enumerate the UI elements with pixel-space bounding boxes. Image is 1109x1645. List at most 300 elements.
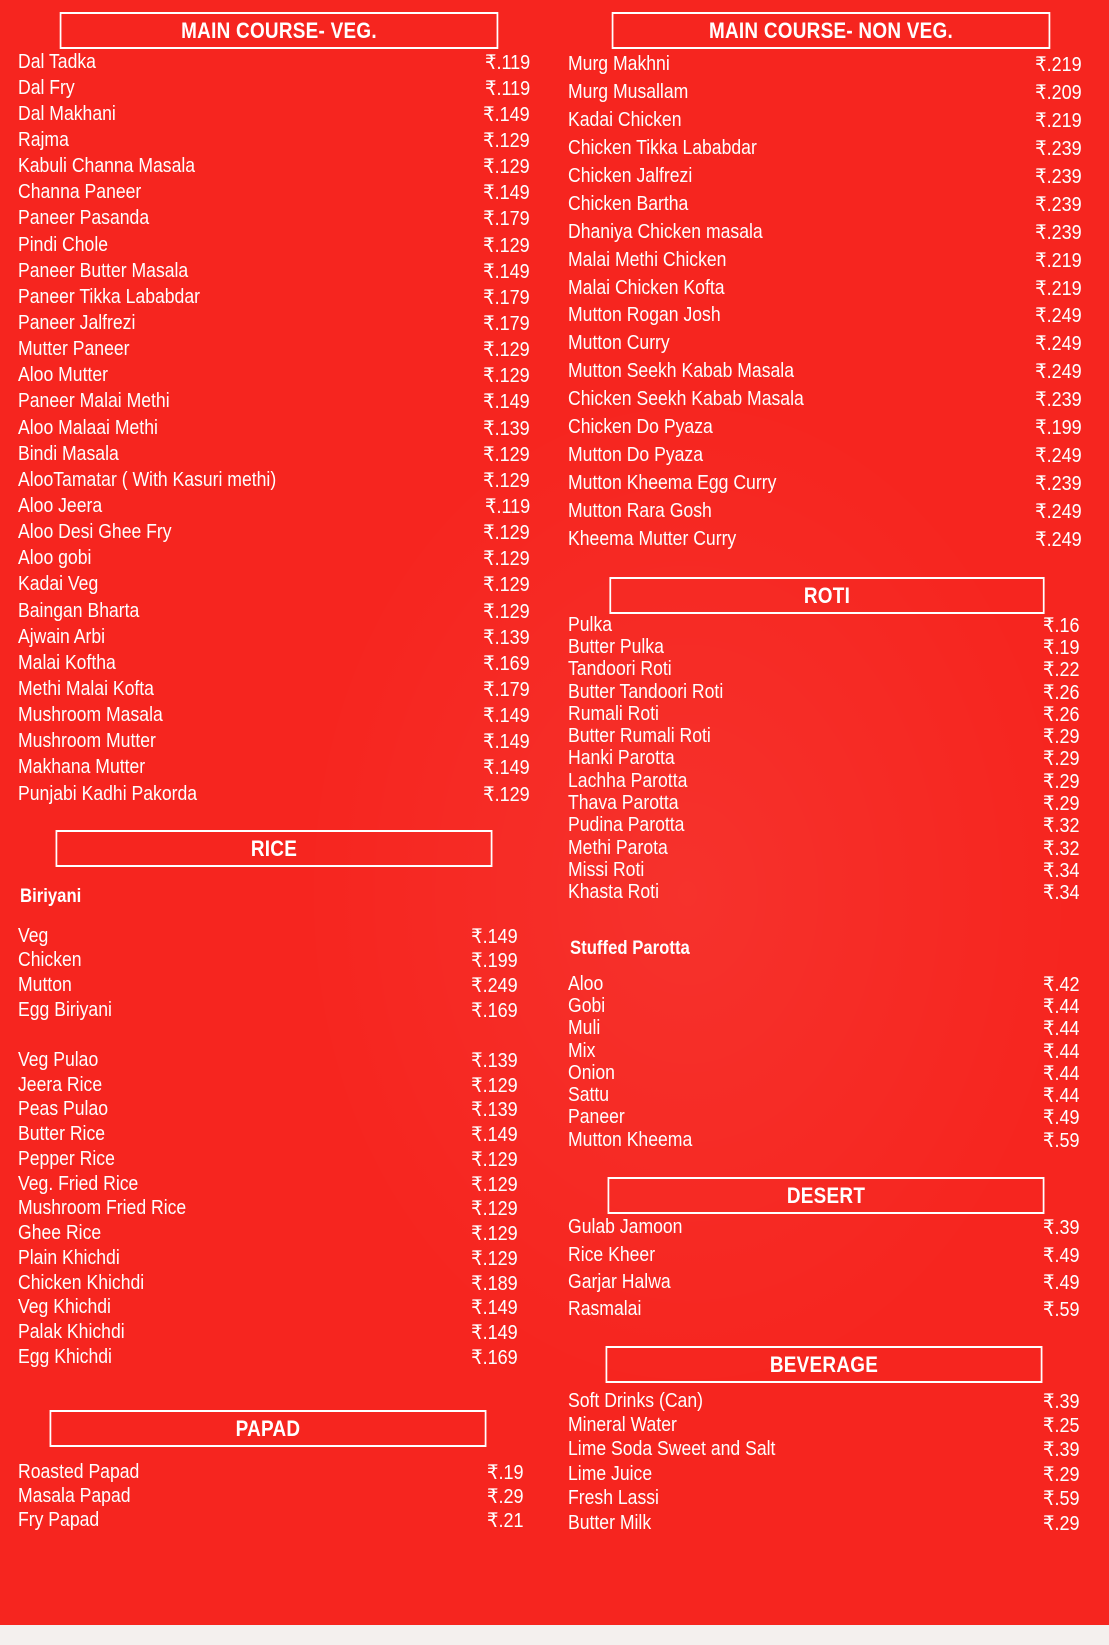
menu-item-name: Dal Makhani [18,102,116,125]
menu-item [568,1107,1080,1129]
papad-header: PAPAD [50,1410,487,1447]
menu-item [18,1147,518,1172]
menu-item [568,859,1080,881]
stuffed-parotta-list [568,973,1080,1151]
menu-item [18,127,530,153]
menu-item-price: ₹.179 [483,286,530,309]
menu-item-price: ₹.32 [1043,815,1080,838]
menu-item-name: Aloo gobi [18,547,92,570]
menu-item-name: Rasmalai [568,1298,642,1321]
menu-item-name: Veg. Fried Rice [18,1172,139,1195]
menu-item [18,703,530,729]
menu-item-price: ₹.139 [471,1049,518,1072]
menu-item-name: Mushroom Masala [18,704,163,727]
menu-item-name: Dal Tadka [18,50,96,73]
menu-item [18,1172,518,1197]
rice-header: RICE [56,830,493,867]
menu-item-price: ₹.129 [483,156,530,179]
menu-item [18,467,530,493]
main-course-veg-header: MAIN COURSE- VEG. [60,12,499,49]
menu-item-price: ₹.129 [483,234,530,257]
beverage-list [568,1389,1080,1535]
menu-item-name: Hanki Parotta [568,747,675,770]
menu-item [18,572,530,598]
menu-item-price: ₹.129 [483,443,530,466]
desert-list [568,1214,1080,1324]
menu-item-price: ₹.169 [471,1346,518,1369]
menu-item-price: ₹.16 [1043,614,1080,637]
menu-item-name: Jeera Rice [18,1073,103,1096]
menu-item-price: ₹.129 [471,1198,518,1221]
menu-item-name: Butter Milk [568,1511,652,1534]
menu-item [18,180,530,206]
menu-item-name: Veg Pulao [18,1048,99,1071]
menu-item-name: Chicken Bartha [568,192,689,215]
menu-item-name: Murg Musallam [568,81,689,104]
menu-item-name: Sattu [568,1084,610,1107]
menu-item-price: ₹.129 [483,469,530,492]
menu-item-name: Palak Khichdi [18,1321,125,1344]
papad-list [18,1460,524,1533]
menu-item-price: ₹.44 [1043,1040,1080,1063]
menu-item-name: Chicken Tikka Lababdar [568,137,757,160]
rice-list [18,1048,518,1370]
menu-item-price: ₹.149 [471,1124,518,1147]
menu-item-price: ₹.49 [1043,1107,1080,1130]
menu-item [18,493,530,519]
menu-item [18,154,530,180]
menu-item [568,107,1082,135]
menu-item-price: ₹.199 [471,950,518,973]
menu-item-name: Mutton Do Pyaza [568,443,704,466]
menu-item [568,1040,1080,1062]
menu-item-name: Chicken Jalfrezi [568,165,693,187]
menu-item-name: Mutton [18,973,72,996]
menu-item [568,163,1082,191]
menu-item-name: Roasted Papad [18,1460,140,1483]
menu-item-name: Pudina Parotta [568,814,685,837]
menu-item [18,1320,518,1345]
menu-item-price: ₹.239 [1035,193,1082,216]
menu-item [18,1271,518,1296]
menu-item-price: ₹.129 [483,339,530,362]
menu-item-price: ₹.209 [1035,82,1082,105]
menu-item-price: ₹.129 [471,1074,518,1097]
menu-item-name: Methi Parota [568,836,668,859]
menu-item-price: ₹.129 [483,783,530,806]
menu-item [18,1296,518,1321]
menu-item-price: ₹.129 [471,1223,518,1246]
menu-item-price: ₹.39 [1043,1439,1080,1462]
menu-item-name: Paneer Malai Methi [18,390,170,413]
menu-item-name: Khasta Roti [568,881,659,904]
menu-item [18,676,530,702]
menu-item [18,650,530,676]
menu-item [18,258,530,284]
menu-item [18,1221,518,1246]
menu-item [568,1389,1080,1413]
menu-item [568,330,1082,358]
menu-item-name: Mutton Rara Gosh [568,499,712,522]
menu-item-price: ₹.44 [1043,995,1080,1018]
menu-item-name: Mushroom Fried Rice [18,1197,187,1220]
menu-item-price: ₹.149 [483,260,530,283]
menu-item [18,520,530,546]
menu-item-name: Pulka [568,613,613,636]
menu-item [568,218,1082,246]
menu-item-price: ₹.26 [1043,681,1080,704]
menu-item [18,284,530,310]
menu-item-price: ₹.249 [1035,444,1082,467]
menu-item [18,1484,524,1508]
menu-item-price: ₹.129 [483,522,530,545]
menu-item-name: Butter Pulka [568,635,664,658]
menu-item [18,1246,518,1271]
menu-item [568,770,1080,792]
menu-item-price: ₹.129 [471,1247,518,1270]
menu-item-name: Paneer Butter Masala [18,259,189,282]
menu-item [18,598,530,624]
menu-item [568,1413,1080,1437]
menu-item-name: Fry Papad [18,1509,100,1532]
menu-item-price: ₹.44 [1043,1085,1080,1108]
menu-item [18,998,518,1023]
menu-item-name: Kadai Chicken [568,109,682,132]
menu-item [18,389,530,415]
menu-item-price: ₹.39 [1043,1390,1080,1413]
menu-item-name: Channa Paneer [18,181,142,204]
menu-item [568,135,1082,163]
menu-item-name: Pindi Chole [18,233,109,256]
menu-item-name: Rumali Roti [568,702,659,725]
menu-item-price: ₹.139 [483,417,530,440]
menu-item [568,973,1080,995]
menu-item-price: ₹.249 [1035,333,1082,356]
menu-item [568,659,1080,681]
menu-item-name: Mineral Water [568,1414,677,1437]
menu-item-name: Mutter Paneer [18,338,130,361]
menu-item-price: ₹.44 [1043,1062,1080,1085]
menu-item-price: ₹.59 [1043,1488,1080,1511]
menu-item-name: Baingan Bharta [18,599,140,622]
menu-item [568,1511,1080,1535]
menu-item-name: Kabuli Channa Masala [18,155,196,178]
menu-item-name: Paneer Jalfrezi [18,311,136,334]
menu-item-name: Pepper Rice [18,1147,115,1170]
menu-item-price: ₹.219 [1035,54,1082,77]
menu-item-name: Aloo Mutter [18,364,108,387]
menu-item [18,101,530,127]
menu-item-name: Chicken Khichdi [18,1271,145,1294]
beverage-header: BEVERAGE [606,1346,1043,1383]
menu-item [568,792,1080,814]
menu-item [568,1462,1080,1486]
menu-item [568,837,1080,859]
menu-item-name: Veg Khichdi [18,1296,111,1319]
menu-item [18,49,530,75]
menu-item-price: ₹.149 [483,757,530,780]
menu-item-name: Malai Koftha [18,651,116,674]
menu-item [568,995,1080,1017]
menu-item-price: ₹.29 [1043,726,1080,749]
menu-item-price: ₹.219 [1035,110,1082,133]
menu-item-name: Mutton Kheema Egg Curry [568,471,777,494]
menu-item [18,781,530,807]
menu-item-name: Mushroom Mutter [18,730,156,753]
menu-item [18,1048,518,1073]
menu-item [18,310,530,336]
menu-item-price: ₹.44 [1043,1018,1080,1041]
menu-item [18,441,530,467]
menu-item [568,1062,1080,1084]
stuffed-parotta-subhead: Stuffed Parotta [570,938,690,959]
menu-item-name: Malai Methi Chicken [568,248,727,271]
menu-item-price: ₹.189 [471,1272,518,1295]
menu-item-name: Ajwain Arbi [18,625,106,648]
menu-item [568,1269,1080,1296]
menu-item [568,815,1080,837]
menu-item-name: Mutton Rogan Josh [568,304,721,327]
menu-item [568,190,1082,218]
menu-item-price: ₹.179 [483,312,530,335]
menu-item-price: ₹.21 [487,1510,524,1533]
menu-item-name: Thava Parotta [568,792,679,815]
menu-item-name: Punjabi Kadhi Pakorda [18,782,198,805]
menu-item-price: ₹.149 [471,1322,518,1345]
menu-item-name: Aloo Malaai Methi [18,416,158,439]
menu-item-price: ₹.129 [471,1148,518,1171]
menu-item [18,949,518,974]
menu-item-price: ₹.149 [471,1297,518,1320]
menu-item [568,414,1082,442]
menu-item-price: ₹.59 [1043,1299,1080,1322]
menu-item-name: Rajma [18,128,69,151]
menu-item-price: ₹.29 [1043,1463,1080,1486]
menu-item [568,246,1082,274]
menu-item-name: Methi Malai Kofta [18,677,154,700]
menu-item-name: Malai Chicken Kofta [568,276,725,299]
menu-item [18,729,530,755]
menu-item-price: ₹.239 [1035,138,1082,161]
page-margin [0,1625,1109,1645]
menu-item [18,1073,518,1098]
menu-item-name: Mutton Curry [568,332,670,355]
menu-item-name: Lime Soda Sweet and Salt [568,1438,776,1461]
menu-item-price: ₹.26 [1043,703,1080,726]
menu-item-name: Lime Juice [568,1462,653,1485]
menu-item-price: ₹.179 [483,678,530,701]
roti-list [568,614,1080,904]
menu-item-name: Aloo Jeera [18,494,103,517]
menu-item [568,302,1082,330]
menu-item [568,386,1082,414]
menu-item [18,415,530,441]
menu-item-price: ₹.119 [484,51,530,74]
menu-item-price: ₹.129 [483,600,530,623]
menu-item-name: Aloo Desi Ghee Fry [18,521,172,544]
menu-item [568,497,1082,525]
menu-item-name: Peas Pulao [18,1098,109,1121]
menu-item-name: Mutton Kheema [568,1128,693,1151]
menu-item [18,1098,518,1123]
menu-item-name: Paneer Tikka Lababdar [18,285,200,308]
menu-item-price: ₹.249 [1035,361,1082,384]
menu-item-price: ₹.129 [471,1173,518,1196]
menu-item [568,1487,1080,1511]
menu-item-price: ₹.249 [1035,528,1082,551]
menu-item-price: ₹.149 [483,731,530,754]
menu-item-price: ₹.249 [1035,305,1082,328]
menu-item [18,1460,524,1484]
menu-item-price: ₹.149 [483,705,530,728]
menu-item [568,1084,1080,1106]
menu-item [568,636,1080,658]
menu-item-price: ₹.34 [1043,882,1080,905]
menu-item-name: Butter Rumali Roti [568,725,711,748]
menu-item [568,1241,1080,1268]
menu-item [568,441,1082,469]
menu-item-price: ₹.59 [1043,1129,1080,1152]
menu-item-price: ₹.129 [483,365,530,388]
menu-item-name: Ghee Rice [18,1222,102,1245]
menu-item-name: Kadai Veg [18,573,99,596]
menu-item [18,755,530,781]
menu-item [568,1214,1080,1241]
menu-item-price: ₹.19 [487,1461,524,1484]
menu-item [568,1129,1080,1151]
menu-item [18,206,530,232]
menu-item-name: Butter Rice [18,1123,106,1146]
menu-item-price: ₹.249 [471,974,518,997]
menu-item [18,1345,518,1370]
menu-item-name: Dal Fry [18,76,75,99]
menu-item-name: Mix [568,1039,596,1062]
menu-item-name: Paneer Pasanda [18,207,150,230]
menu-item-price: ₹.39 [1043,1217,1080,1240]
menu-item-price: ₹.29 [1043,748,1080,771]
menu-item-price: ₹.149 [471,925,518,948]
menu-item [18,75,530,101]
main-course-veg-list [18,49,530,807]
menu-item-price: ₹.139 [471,1099,518,1122]
main-course-nonveg-list [568,51,1082,553]
menu-item-name: Tandoori Roti [568,658,672,681]
menu-item [568,882,1080,904]
menu-item-price: ₹.139 [483,626,530,649]
menu-item [18,232,530,258]
biriyani-subhead: Biriyani [20,886,82,907]
menu-item-price: ₹.249 [1035,500,1082,523]
menu-item-name: Gulab Jamoon [568,1216,683,1239]
menu-item-price: ₹.49 [1043,1271,1080,1294]
menu-item [18,973,518,998]
menu-item [568,358,1082,386]
menu-item-price: ₹.169 [483,652,530,675]
menu-item [568,703,1080,725]
menu-item-price: ₹.129 [483,574,530,597]
menu-item-price: ₹.119 [484,77,530,100]
menu-item-name: Masala Papad [18,1485,131,1508]
menu-item-name: Veg [18,924,49,947]
menu-item-price: ₹.179 [483,208,530,231]
menu-item-price: ₹.149 [483,103,530,126]
menu-item-price: ₹.219 [1035,249,1082,272]
menu-item-name: Dhaniya Chicken masala [568,220,763,243]
menu-item [18,624,530,650]
menu-item-name: Kheema Mutter Curry [568,527,737,550]
menu-item-name: Egg Khichdi [18,1345,112,1368]
menu-item [18,337,530,363]
desert-header: DESERT [608,1177,1045,1214]
roti-header: ROTI [609,577,1044,614]
menu-item-price: ₹.49 [1043,1244,1080,1267]
menu-item-price: ₹.22 [1043,659,1080,682]
menu-item-name: Garjar Halwa [568,1270,671,1293]
menu-item [18,546,530,572]
menu-item-price: ₹.129 [483,548,530,571]
menu-item [568,725,1080,747]
menu-item-name: Chicken Do Pyaza [568,416,713,439]
menu-item-price: ₹.29 [1043,1512,1080,1535]
menu-item [18,363,530,389]
menu-item [568,525,1082,553]
menu-item [568,614,1080,636]
menu-item-name: Paneer [568,1106,625,1129]
menu-item-name: AlooTamatar ( With Kasuri methi) [18,468,277,491]
menu-item-price: ₹.219 [1035,277,1082,300]
menu-item-price: ₹.42 [1043,973,1080,996]
menu-item [18,1509,524,1533]
menu-item-price: ₹.29 [487,1486,524,1509]
menu-item-name: Soft Drinks (Can) [568,1389,703,1412]
menu-item-name: Gobi [568,994,606,1017]
menu-item [568,1018,1080,1040]
menu-item [568,469,1082,497]
main-course-nonveg-header: MAIN COURSE- NON VEG. [612,12,1051,49]
menu-item [568,51,1082,79]
menu-item-price: ₹.149 [483,391,530,414]
menu-item-name: Rice Kheer [568,1243,656,1266]
menu-item-name: Lachha Parotta [568,769,688,792]
menu-item-price: ₹.239 [1035,472,1082,495]
menu-item-name: Plain Khichdi [18,1246,120,1269]
menu-item-price: ₹.129 [483,129,530,152]
menu-item-name: Onion [568,1061,615,1084]
menu-item [18,1197,518,1222]
menu-item-name: Chicken Seekh Kabab Masala [568,388,804,411]
menu-item [568,748,1080,770]
menu-item-name: Mutton Seekh Kabab Masala [568,360,795,383]
menu-item-name: Aloo [568,972,604,995]
menu-item-name: Muli [568,1017,601,1040]
menu-item-price: ₹.34 [1043,859,1080,882]
biriyani-list [18,924,518,1022]
menu-item-name: Chicken [18,949,82,972]
menu-item-name: Makhana Mutter [18,756,146,779]
menu-item [568,79,1082,107]
menu-item-price: ₹.119 [484,495,530,518]
menu-item-name: Bindi Masala [18,442,119,465]
menu-item [568,1296,1080,1323]
menu-item-price: ₹.169 [471,999,518,1022]
menu-item-price: ₹.32 [1043,837,1080,860]
menu-item-price: ₹.239 [1035,389,1082,412]
menu-item-price: ₹.29 [1043,770,1080,793]
menu-item-name: Butter Tandoori Roti [568,680,724,703]
menu-item [568,1438,1080,1462]
menu-item [18,1122,518,1147]
menu-item-price: ₹.239 [1035,221,1082,244]
